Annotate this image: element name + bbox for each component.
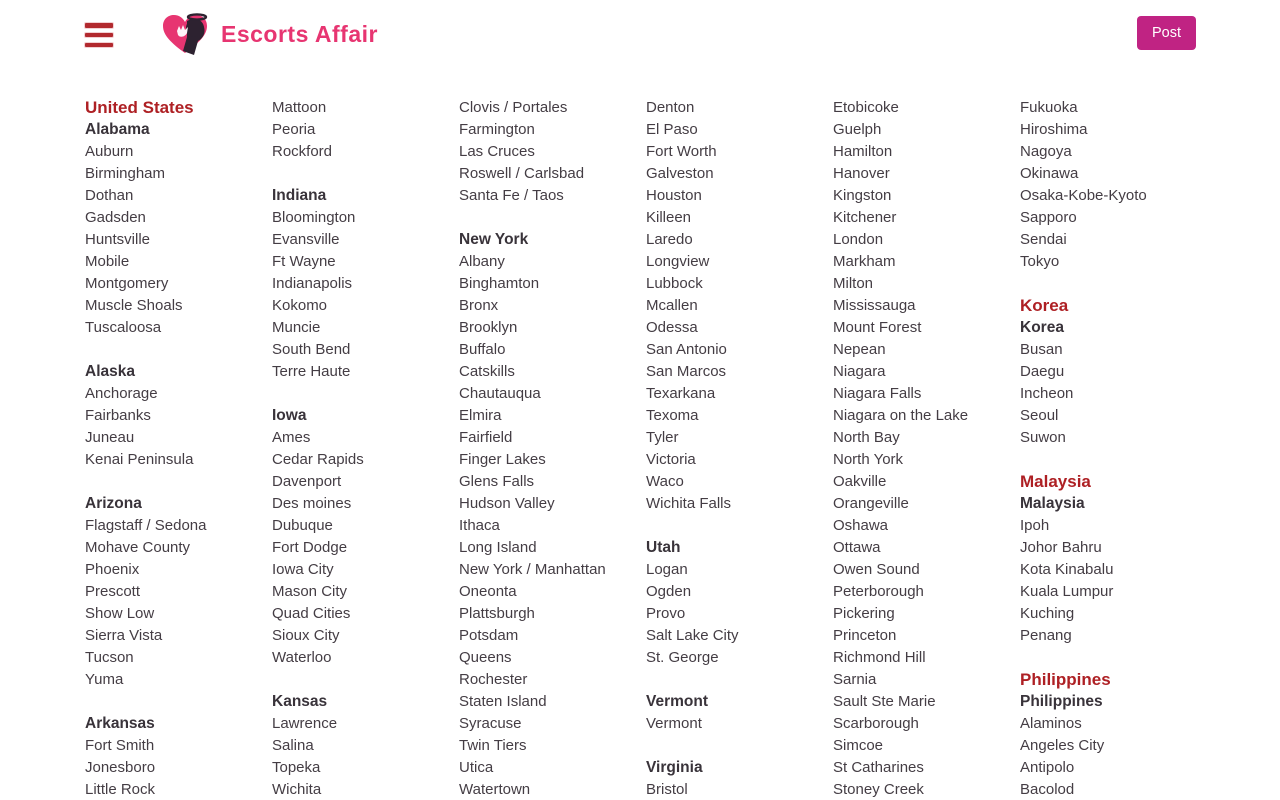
city-link[interactable]: San Marcos xyxy=(646,363,727,380)
city-link[interactable]: Ft Wayne xyxy=(272,253,336,270)
region-header[interactable]: Utah xyxy=(646,539,681,556)
city-link[interactable]: Juneau xyxy=(85,429,135,446)
city-link[interactable]: Vermont xyxy=(646,715,702,732)
city-link[interactable]: Plattsburgh xyxy=(459,605,535,622)
city-link[interactable]: Nepean xyxy=(833,341,886,358)
city-link[interactable]: Fort Dodge xyxy=(272,539,348,556)
brand-logo[interactable] xyxy=(161,11,378,57)
city-link[interactable]: Galveston xyxy=(646,165,714,182)
city-link[interactable]: Evansville xyxy=(272,231,340,248)
directory-column-4 xyxy=(646,97,833,800)
city-link[interactable]: London xyxy=(833,231,884,248)
city-link[interactable]: Des moines xyxy=(272,495,352,512)
city-link[interactable]: Tucson xyxy=(85,649,134,666)
city-link[interactable]: Hamilton xyxy=(833,143,893,160)
city-link[interactable]: Dubuque xyxy=(272,517,333,534)
city-link[interactable]: Oshawa xyxy=(833,517,889,534)
city-link[interactable]: Glens Falls xyxy=(459,473,535,490)
city-link[interactable]: Ithaca xyxy=(459,517,500,534)
city-link[interactable]: Catskills xyxy=(459,363,515,380)
city-link[interactable]: Ottawa xyxy=(833,539,881,556)
city-link[interactable]: Pickering xyxy=(833,605,895,622)
city-link[interactable]: Waterloo xyxy=(272,649,332,666)
city-link[interactable]: Santa Fe / Taos xyxy=(459,187,564,204)
city-link[interactable]: Princeton xyxy=(833,627,897,644)
city-link[interactable]: Kokomo xyxy=(272,297,328,314)
region-header[interactable]: Indiana xyxy=(272,187,327,204)
city-link[interactable]: Yuma xyxy=(85,671,124,688)
city-link[interactable]: Okinawa xyxy=(1020,165,1079,182)
city-link[interactable]: Ames xyxy=(272,429,311,446)
city-link[interactable]: Brooklyn xyxy=(459,319,518,336)
city-link[interactable]: St Catharines xyxy=(833,759,924,776)
city-link[interactable]: Mattoon xyxy=(272,99,327,116)
region-header[interactable]: Arkansas xyxy=(85,715,155,732)
city-link[interactable]: Longview xyxy=(646,253,710,270)
city-link[interactable]: Topeka xyxy=(272,759,321,776)
city-link[interactable]: Sarnia xyxy=(833,671,877,688)
city-link[interactable]: Ogden xyxy=(646,583,692,600)
city-link[interactable]: Tyler xyxy=(646,429,679,446)
city-link[interactable]: Las Cruces xyxy=(459,143,535,160)
city-link[interactable]: Bloomington xyxy=(272,209,356,226)
city-link[interactable]: Oakville xyxy=(833,473,887,490)
region-header[interactable]: Kansas xyxy=(272,693,328,710)
city-link[interactable]: Logan xyxy=(646,561,688,578)
city-link[interactable]: Wichita Falls xyxy=(646,495,732,512)
directory-column-2 xyxy=(272,97,459,800)
city-link[interactable]: Fairbanks xyxy=(85,407,151,424)
city-link[interactable]: Muncie xyxy=(272,319,321,336)
city-link[interactable]: Ipoh xyxy=(1020,517,1050,534)
city-link[interactable]: Bronx xyxy=(459,297,499,314)
city-link[interactable]: Sierra Vista xyxy=(85,627,163,644)
city-link[interactable]: Guelph xyxy=(833,121,882,138)
region-header[interactable]: Alabama xyxy=(85,121,150,138)
city-link[interactable]: Dothan xyxy=(85,187,134,204)
city-link[interactable]: Elmira xyxy=(459,407,502,424)
region-header[interactable]: Iowa xyxy=(272,407,307,424)
city-link[interactable]: Niagara xyxy=(833,363,886,380)
city-link[interactable]: Lawrence xyxy=(272,715,338,732)
city-link[interactable]: North Bay xyxy=(833,429,900,446)
city-link[interactable]: Houston xyxy=(646,187,702,204)
city-link[interactable]: Kota Kinabalu xyxy=(1020,561,1114,578)
city-link[interactable]: Fukuoka xyxy=(1020,99,1078,116)
directory-column-6 xyxy=(1020,97,1207,800)
city-link[interactable]: Huntsville xyxy=(85,231,151,248)
city-link[interactable]: Kuching xyxy=(1020,605,1075,622)
city-link[interactable]: Milton xyxy=(833,275,874,292)
city-directory xyxy=(0,97,1280,800)
city-link[interactable]: Lubbock xyxy=(646,275,703,292)
city-link[interactable]: Simcoe xyxy=(833,737,884,754)
city-link[interactable]: Niagara on the Lake xyxy=(833,407,969,424)
brand-name: Escorts Affair xyxy=(221,20,378,47)
city-link[interactable]: Gadsden xyxy=(85,209,146,226)
city-link[interactable]: Kuala Lumpur xyxy=(1020,583,1114,600)
city-link[interactable]: Daegu xyxy=(1020,363,1065,380)
city-link[interactable]: Buffalo xyxy=(459,341,506,358)
city-link[interactable]: Hanover xyxy=(833,165,890,182)
city-link[interactable]: Antipolo xyxy=(1020,759,1075,776)
city-link[interactable]: Fairfield xyxy=(459,429,513,446)
city-link[interactable]: Denton xyxy=(646,99,695,116)
city-link[interactable]: Chautauqua xyxy=(459,385,541,402)
city-link[interactable]: Kenai Peninsula xyxy=(85,451,194,468)
city-link[interactable]: Terre Haute xyxy=(272,363,351,380)
city-link[interactable]: Finger Lakes xyxy=(459,451,546,468)
city-link[interactable]: Peterborough xyxy=(833,583,924,600)
city-link[interactable]: Queens xyxy=(459,649,512,666)
city-link[interactable]: Mason City xyxy=(272,583,348,600)
city-link[interactable]: Anchorage xyxy=(85,385,158,402)
city-link[interactable]: Mobile xyxy=(85,253,130,270)
region-header[interactable]: Arizona xyxy=(85,495,142,512)
city-link[interactable]: Kitchener xyxy=(833,209,897,226)
hamburger-bar xyxy=(85,23,113,28)
city-link[interactable]: Long Island xyxy=(459,539,537,556)
city-link[interactable]: Muscle Shoals xyxy=(85,297,183,314)
city-link[interactable]: Peoria xyxy=(272,121,316,138)
city-link[interactable]: Salina xyxy=(272,737,314,754)
city-link[interactable]: Sapporo xyxy=(1020,209,1077,226)
hamburger-bar xyxy=(85,43,113,48)
city-link[interactable]: Montgomery xyxy=(85,275,169,292)
city-link[interactable]: Flagstaff / Sedona xyxy=(85,517,207,534)
city-link[interactable]: Etobicoke xyxy=(833,99,899,116)
city-link[interactable]: Farmington xyxy=(459,121,535,138)
city-link[interactable]: Johor Bahru xyxy=(1020,539,1102,556)
city-link[interactable]: Niagara Falls xyxy=(833,385,922,402)
city-link[interactable]: Scarborough xyxy=(833,715,919,732)
top-header xyxy=(0,0,1280,68)
city-link[interactable]: Killeen xyxy=(646,209,692,226)
region-header[interactable]: Philippines xyxy=(1020,693,1103,710)
city-link[interactable]: Mount Forest xyxy=(833,319,922,336)
heart-logo-icon xyxy=(161,11,211,57)
city-link[interactable]: New York / Manhattan xyxy=(459,561,606,578)
country-header[interactable]: Malaysia xyxy=(1020,472,1091,491)
region-header[interactable]: Malaysia xyxy=(1020,495,1085,512)
city-link[interactable]: Syracuse xyxy=(459,715,522,732)
hamburger-bar xyxy=(85,33,113,38)
country-header[interactable]: Philippines xyxy=(1020,670,1111,689)
hamburger-menu-icon[interactable] xyxy=(85,23,113,47)
city-link[interactable]: North York xyxy=(833,451,904,468)
city-link[interactable]: Watertown xyxy=(459,781,531,798)
city-link[interactable]: Odessa xyxy=(646,319,698,336)
city-link[interactable]: Staten Island xyxy=(459,693,547,710)
city-link[interactable]: Angeles City xyxy=(1020,737,1105,754)
city-link[interactable]: Fort Worth xyxy=(646,143,717,160)
city-link[interactable]: Quad Cities xyxy=(272,605,351,622)
city-link[interactable]: Provo xyxy=(646,605,686,622)
city-link[interactable]: Mcallen xyxy=(646,297,698,314)
city-link[interactable]: Davenport xyxy=(272,473,342,490)
region-header[interactable]: Virginia xyxy=(646,759,703,776)
country-header[interactable]: Korea xyxy=(1020,296,1069,315)
city-link[interactable]: Orangeville xyxy=(833,495,909,512)
city-link[interactable]: Indianapolis xyxy=(272,275,353,292)
directory-column-1 xyxy=(85,97,272,800)
city-link[interactable]: Auburn xyxy=(85,143,134,160)
city-link[interactable]: Wichita xyxy=(272,781,322,798)
city-link[interactable]: Alaminos xyxy=(1020,715,1082,732)
region-header[interactable]: Alaska xyxy=(85,363,135,380)
city-link[interactable]: Tuscaloosa xyxy=(85,319,162,336)
directory-column-3 xyxy=(459,97,646,800)
city-link[interactable]: Victoria xyxy=(646,451,696,468)
city-link[interactable]: Mississauga xyxy=(833,297,916,314)
city-link[interactable]: Busan xyxy=(1020,341,1063,358)
city-link[interactable]: Nagoya xyxy=(1020,143,1072,160)
city-link[interactable]: Show Low xyxy=(85,605,155,622)
city-link[interactable]: Salt Lake City xyxy=(646,627,739,644)
city-link[interactable]: Texoma xyxy=(646,407,699,424)
city-link[interactable]: Oneonta xyxy=(459,583,517,600)
city-link[interactable]: Jonesboro xyxy=(85,759,156,776)
city-link[interactable]: Suwon xyxy=(1020,429,1066,446)
city-link[interactable]: Utica xyxy=(459,759,494,776)
city-link[interactable]: Prescott xyxy=(85,583,141,600)
city-link[interactable]: Incheon xyxy=(1020,385,1074,402)
city-link[interactable]: Waco xyxy=(646,473,684,490)
city-link[interactable]: El Paso xyxy=(646,121,698,138)
city-link[interactable]: Twin Tiers xyxy=(459,737,527,754)
city-link[interactable]: Markham xyxy=(833,253,896,270)
city-link[interactable]: Sioux City xyxy=(272,627,340,644)
region-header[interactable]: Korea xyxy=(1020,319,1064,336)
city-link[interactable]: Fort Smith xyxy=(85,737,155,754)
region-header[interactable]: Vermont xyxy=(646,693,709,710)
city-link[interactable]: Clovis / Portales xyxy=(459,99,568,116)
city-link[interactable]: Osaka-Kobe-Kyoto xyxy=(1020,187,1147,204)
city-link[interactable]: Albany xyxy=(459,253,505,270)
country-header[interactable]: United States xyxy=(85,98,194,117)
city-link[interactable]: Seoul xyxy=(1020,407,1059,424)
post-button[interactable]: Post xyxy=(1137,16,1196,50)
city-link[interactable]: Rochester xyxy=(459,671,528,688)
city-link[interactable]: Stoney Creek xyxy=(833,781,924,798)
city-link[interactable]: San Antonio xyxy=(646,341,727,358)
city-link[interactable]: Rockford xyxy=(272,143,333,160)
city-link[interactable]: Cedar Rapids xyxy=(272,451,364,468)
city-link[interactable]: Binghamton xyxy=(459,275,540,292)
city-link[interactable]: South Bend xyxy=(272,341,351,358)
city-link[interactable]: Potsdam xyxy=(459,627,519,644)
city-link[interactable]: Sault Ste Marie xyxy=(833,693,936,710)
city-link[interactable]: St. George xyxy=(646,649,719,666)
city-link[interactable]: Texarkana xyxy=(646,385,716,402)
city-link[interactable]: Little Rock xyxy=(85,781,156,798)
city-link[interactable]: Bristol xyxy=(646,781,688,798)
city-link[interactable]: Iowa City xyxy=(272,561,334,578)
city-link[interactable]: Tokyo xyxy=(1020,253,1060,270)
city-link[interactable]: Bacolod xyxy=(1020,781,1075,798)
city-link[interactable]: Phoenix xyxy=(85,561,140,578)
city-link[interactable]: Roswell / Carlsbad xyxy=(459,165,585,182)
city-link[interactable]: Hudson Valley xyxy=(459,495,555,512)
city-link[interactable]: Birmingham xyxy=(85,165,166,182)
directory-column-5 xyxy=(833,97,1020,800)
city-link[interactable]: Mohave County xyxy=(85,539,191,556)
city-link[interactable]: Owen Sound xyxy=(833,561,920,578)
city-link[interactable]: Laredo xyxy=(646,231,693,248)
city-link[interactable]: Hiroshima xyxy=(1020,121,1088,138)
city-link[interactable]: Penang xyxy=(1020,627,1072,644)
city-link[interactable]: Sendai xyxy=(1020,231,1067,248)
city-link[interactable]: Richmond Hill xyxy=(833,649,926,666)
city-link[interactable]: Kingston xyxy=(833,187,892,204)
region-header[interactable]: New York xyxy=(459,231,529,248)
